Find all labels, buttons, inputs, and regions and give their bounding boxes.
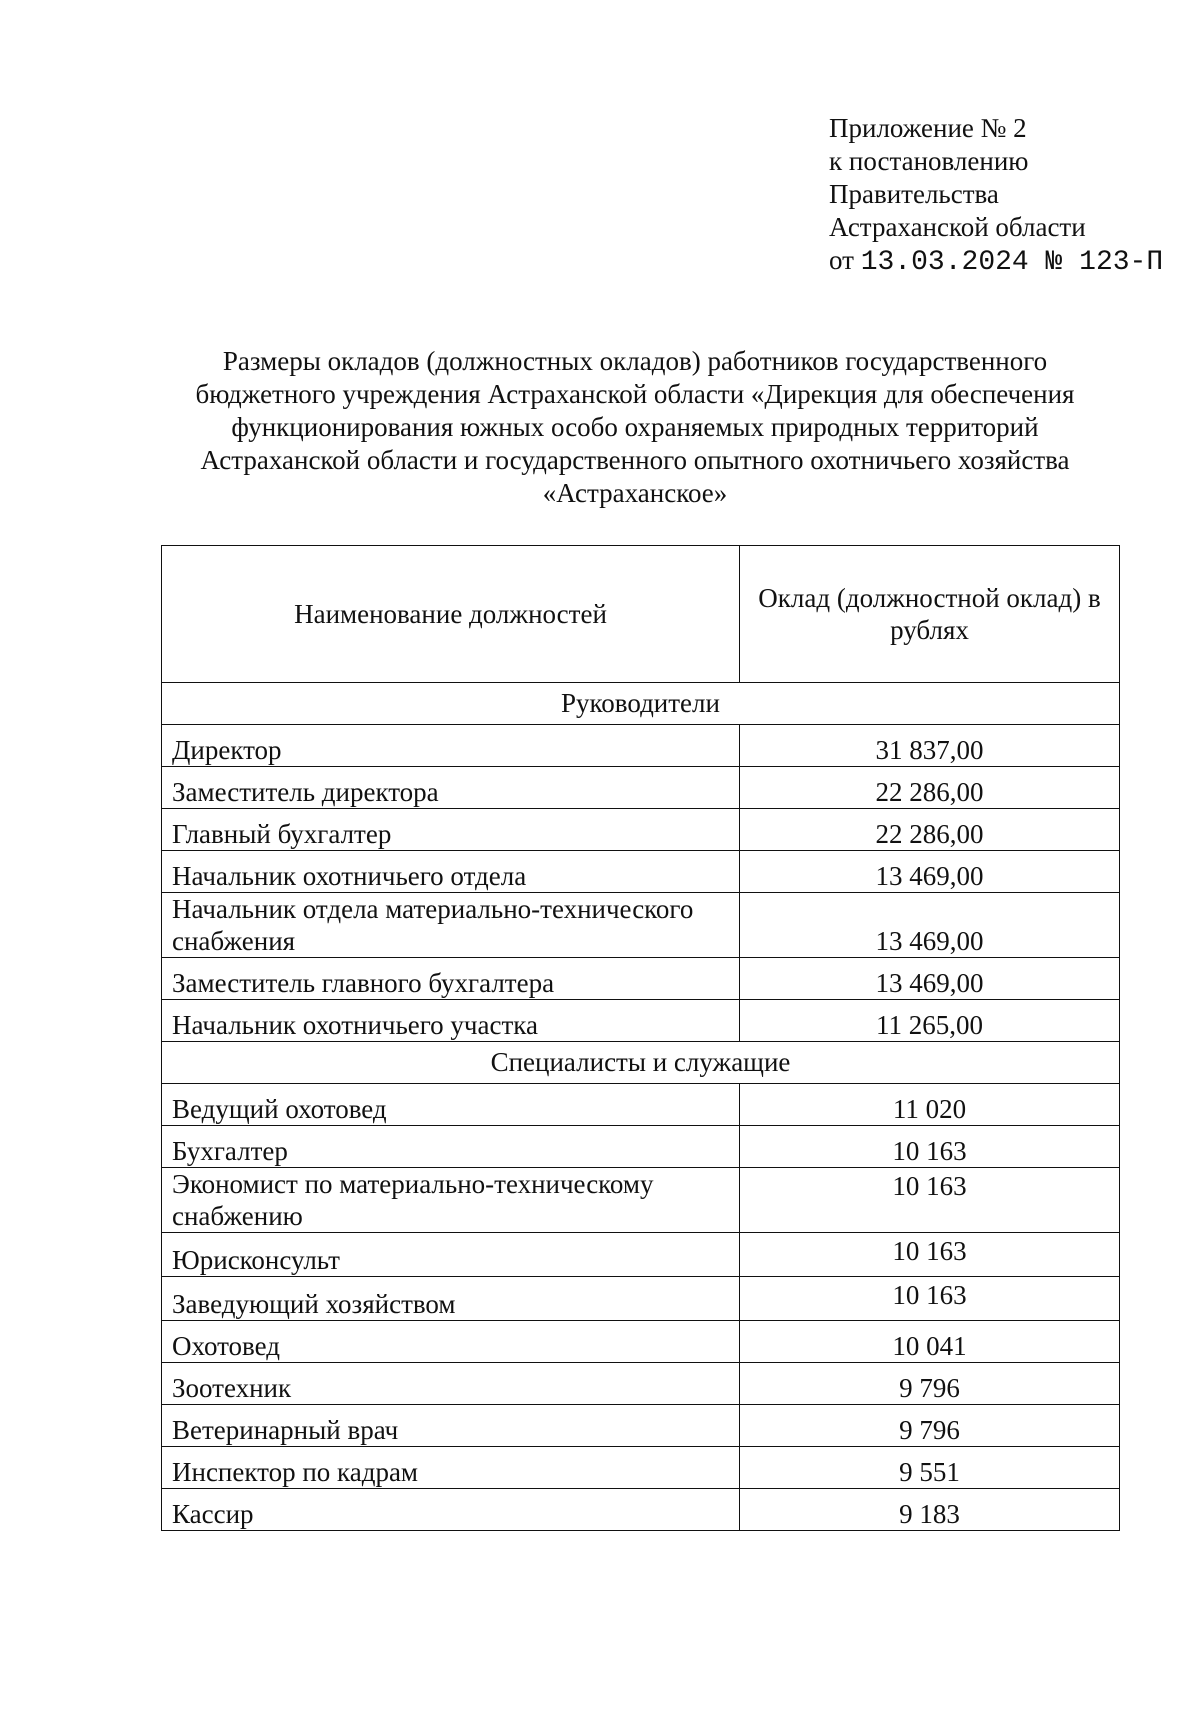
- position-name: Начальник охотничьего отдела: [162, 851, 740, 893]
- position-name: Зоотехник: [162, 1363, 740, 1405]
- position-name: Охотовед: [162, 1321, 740, 1363]
- position-name: Инспектор по кадрам: [162, 1447, 740, 1489]
- position-name: Директор: [162, 725, 740, 767]
- position-name: Заместитель директора: [162, 767, 740, 809]
- appendix-block: [829, 112, 1163, 279]
- appendix-line-4: Астраханской области: [829, 212, 1086, 242]
- table-row: [162, 893, 1120, 958]
- position-name: Бухгалтер: [162, 1126, 740, 1168]
- position-name: Заведующий хозяйством: [162, 1277, 740, 1321]
- position-name: Начальник отдела материально-технического снабжения: [162, 893, 740, 958]
- salary-value: 10 163: [740, 1277, 1120, 1321]
- appendix-line-2: к постановлению: [829, 146, 1029, 176]
- salary-table: [161, 545, 1120, 1531]
- salary-value: 11 020: [740, 1084, 1120, 1126]
- appendix-date-prefix: от: [829, 245, 854, 275]
- table-row: [162, 809, 1120, 851]
- table-row: [162, 1321, 1120, 1363]
- position-name: Юрисконсульт: [162, 1233, 740, 1277]
- table-row: [162, 1363, 1120, 1405]
- appendix-date: [829, 244, 1163, 279]
- appendix-date-number: 13.03.2024 № 123-П: [860, 247, 1164, 278]
- salary-value: 10 163: [740, 1168, 1120, 1233]
- table-row: [162, 1489, 1120, 1531]
- table-row: [162, 1277, 1120, 1321]
- group-label: Руководители: [162, 683, 1120, 725]
- salary-value: 10 041: [740, 1321, 1120, 1363]
- table-row: [162, 1000, 1120, 1042]
- appendix-line-3: Правительства: [829, 179, 999, 209]
- table-row: [162, 1447, 1120, 1489]
- salary-value: 22 286,00: [740, 809, 1120, 851]
- position-name: Экономист по материально-техническому снабжению: [162, 1168, 740, 1233]
- position-name: Ведущий охотовед: [162, 1084, 740, 1126]
- table-row: [162, 725, 1120, 767]
- table-row: [162, 767, 1120, 809]
- salary-value: 10 163: [740, 1233, 1120, 1277]
- salary-value: 22 286,00: [740, 767, 1120, 809]
- header-salary: Оклад (должностной оклад) в рублях: [740, 546, 1120, 683]
- group-row: [162, 1042, 1120, 1084]
- table-header-row: [162, 546, 1120, 683]
- table-row: [162, 1126, 1120, 1168]
- position-name: Начальник охотничьего участка: [162, 1000, 740, 1042]
- position-name: Главный бухгалтер: [162, 809, 740, 851]
- group-row: [162, 683, 1120, 725]
- salary-value: 13 469,00: [740, 851, 1120, 893]
- header-position-name: Наименование должностей: [162, 546, 740, 683]
- table-row: [162, 1168, 1120, 1233]
- salary-value: 9 551: [740, 1447, 1120, 1489]
- salary-value: 11 265,00: [740, 1000, 1120, 1042]
- table-row: [162, 1084, 1120, 1126]
- salary-value: 13 469,00: [740, 893, 1120, 958]
- document-title: Размеры окладов (должностных окладов) работников государственного бюджетного учреждения Астраханской области «Дирекция для обеспечения функционирования южных особо охраняемых природных территорий Астраханской области и государственного опытного охотничьего хозяйства «Астраханское»: [195, 346, 1075, 508]
- salary-value: 31 837,00: [740, 725, 1120, 767]
- salary-value: 13 469,00: [740, 958, 1120, 1000]
- salary-value: 9 183: [740, 1489, 1120, 1531]
- table-row: [162, 1405, 1120, 1447]
- salary-value: 9 796: [740, 1405, 1120, 1447]
- position-name: Кассир: [162, 1489, 740, 1531]
- group-label: Специалисты и служащие: [162, 1042, 1120, 1084]
- table-row: [162, 958, 1120, 1000]
- table-row: [162, 851, 1120, 893]
- salary-value: 9 796: [740, 1363, 1120, 1405]
- table-row: [162, 1233, 1120, 1277]
- salary-value: 10 163: [740, 1126, 1120, 1168]
- position-name: Ветеринарный врач: [162, 1405, 740, 1447]
- appendix-line-1: Приложение № 2: [829, 113, 1027, 143]
- position-name: Заместитель главного бухгалтера: [162, 958, 740, 1000]
